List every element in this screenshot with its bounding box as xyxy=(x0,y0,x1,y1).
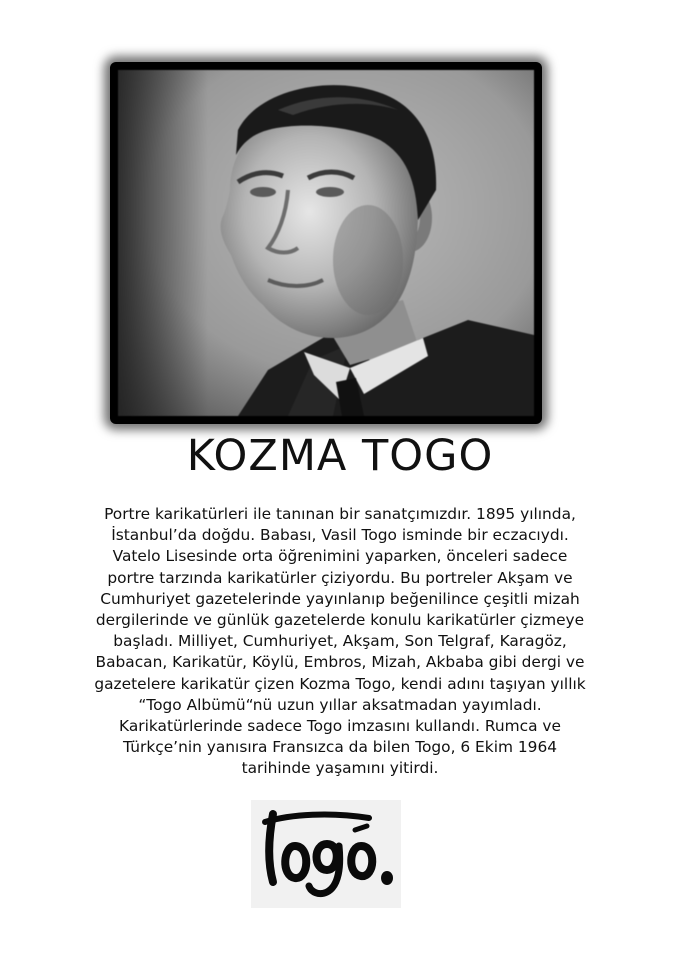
signature-image xyxy=(251,800,401,908)
bio-line: Vatelo Lisesinde orta öğrenimini yaparken, önceleri sadece xyxy=(112,547,568,566)
bio-line: İstanbul’da doğdu. Babası, Vasil Togo isminde bir eczacıydı. xyxy=(111,526,569,545)
bio-line: Cumhuriyet gazetelerinde yayınlanıp beğenilince çeşitli mizah xyxy=(100,589,580,608)
biography-text xyxy=(58,504,622,780)
bio-line: dergilerinde ve günlük gazetelerde konulu karikatürler çizmeye xyxy=(95,611,585,630)
bio-line: başladı. Milliyet, Cumhuriyet, Akşam, Son Telgraf, Karagöz, xyxy=(113,632,567,651)
portrait-photo xyxy=(118,70,534,416)
bio-line: Türkçe’nin yanısıra Fransızca da bilen Togo, 6 Ekim 1964 xyxy=(122,738,558,757)
bio-line: Babacan, Karikatür, Köylü, Embros, Mizah, Akbaba gibi dergi ve xyxy=(95,653,585,672)
page-title: KOZMA TOGO xyxy=(186,431,494,481)
bio-line: gazetelere karikatür çizen Kozma Togo, kendi adını taşıyan yıllık xyxy=(94,674,586,693)
portrait-frame xyxy=(110,62,542,424)
bio-line: portre tarzında karikatürler çiziyordu. Bu portreler Akşam ve xyxy=(107,568,573,587)
bio-line: “Togo Albümü“nü uzun yıllar aksatmadan yayımladı. xyxy=(138,695,542,714)
bio-line: Portre karikatürleri ile tanınan bir sanatçımızdır. 1895 yılında, xyxy=(104,505,576,523)
signature-drawing xyxy=(251,800,401,908)
portrait-illustration xyxy=(118,70,534,416)
bio-line: Karikatürlerinde sadece Togo imzasını kullandı. Rumca ve xyxy=(119,717,561,736)
bio-line: tarihinde yaşamını yitirdi. xyxy=(241,759,439,778)
